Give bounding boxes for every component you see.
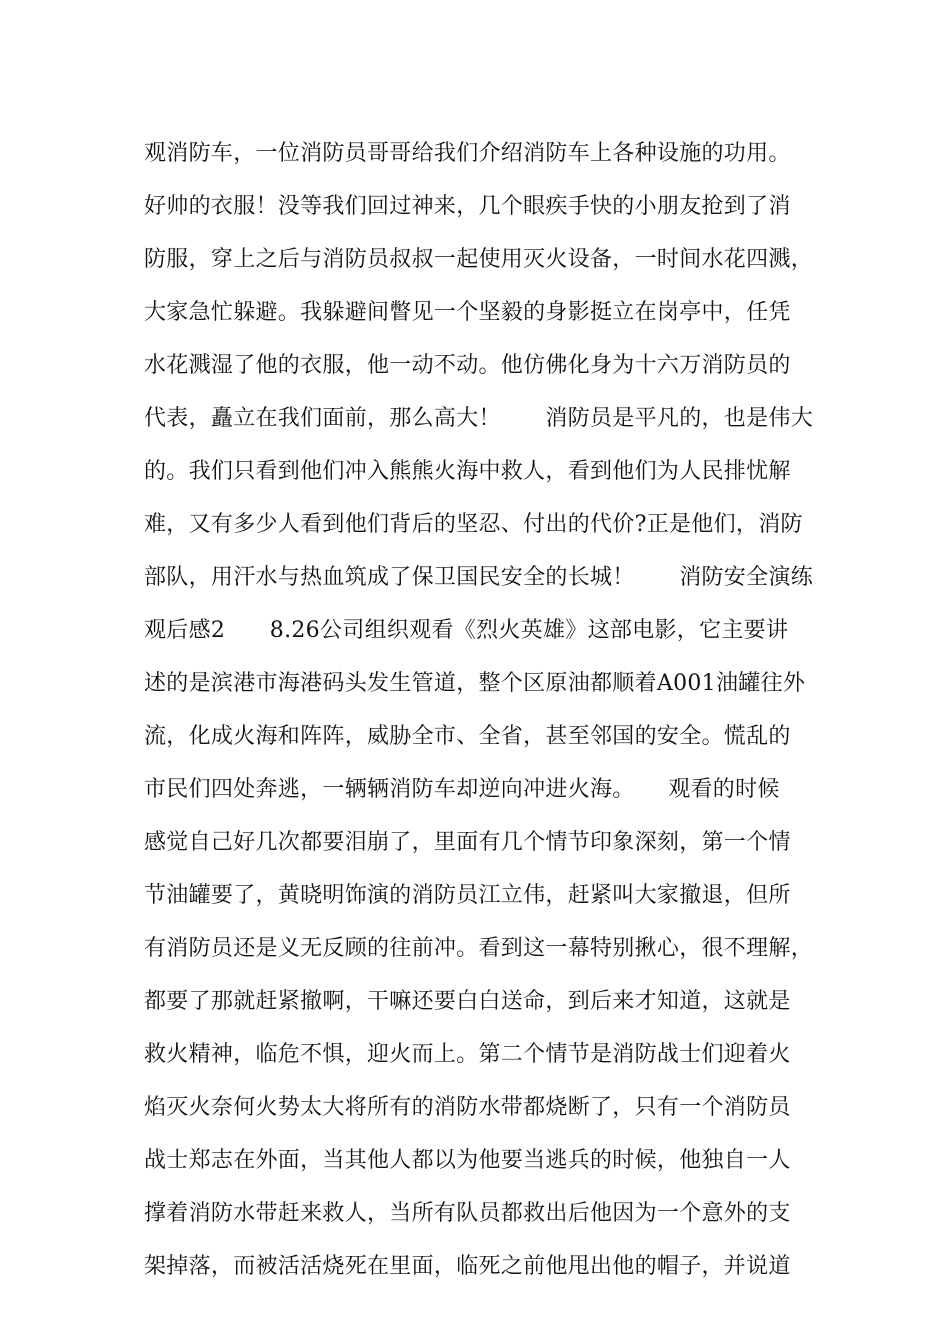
text-line: 观消防车，一位消防员哥哥给我们介绍消防车上各种设施的功用。 (144, 141, 791, 166)
text-line: 的。我们只看到他们冲入熊熊火海中救人，看到他们为人民排忧解 (144, 459, 791, 484)
text-line: 撑着消防水带赶来救人，当所有队员都救出后他因为一个意外的支 (144, 1201, 791, 1226)
text-line: 好帅的衣服！没等我们回过神来，几个眼疾手快的小朋友抢到了消 (144, 194, 791, 219)
text-line: 战士郑志在外面，当其他人都以为他要当逃兵的时候，他独自一人 (144, 1148, 791, 1173)
text-line: 市民们四处奔逃，一辆辆消防车却逆向冲进火海。 观看的时候 (144, 777, 780, 802)
text-line: 述的是滨港市海港码头发生管道，整个区原油都顺着A001油罐往外 (144, 671, 806, 696)
body-text (144, 127, 824, 1293)
text-line: 架掉落，而被活活烧死在里面，临死之前他甩出他的帽子，并说道 (144, 1254, 791, 1279)
text-line: 防服，穿上之后与消防员叔叔一起使用灭火设备，一时间水花四溅， (144, 247, 814, 272)
text-line: 观后感2 8.26公司组织观看《烈火英雄》这部电影，它主要讲 (144, 618, 789, 643)
text-line: 代表，矗立在我们面前，那么高大！ 消防员是平凡的，也是伟大 (144, 406, 814, 431)
text-line: 节油罐要了，黄晓明饰演的消防员江立伟，赶紧叫大家撤退，但所 (144, 883, 791, 908)
text-line: 大家急忙躲避。我躲避间瞥见一个坚毅的身影挺立在岗亭中，任凭 (144, 300, 791, 325)
text-line: 有消防员还是义无反顾的往前冲。看到这一幕特别揪心，很不理解， (144, 936, 814, 961)
text-line: 部队，用汗水与热血筑成了保卫国民安全的长城！ 消防安全演练 (144, 565, 814, 590)
text-line: 难，又有多少人看到他们背后的坚忍、付出的代价?正是他们，消防 (144, 512, 803, 537)
text-line: 都要了那就赶紧撤啊，干嘛还要白白送命，到后来才知道，这就是 (144, 989, 791, 1014)
text-line: 救火精神，临危不惧，迎火而上。第二个情节是消防战士们迎着火 (144, 1042, 791, 1067)
text-line: 水花溅湿了他的衣服，他一动不动。他仿佛化身为十六万消防员的 (144, 353, 791, 378)
text-line: 感觉自己好几次都要泪崩了，里面有几个情节印象深刻，第一个情 (144, 830, 791, 855)
text-line: 流，化成火海和阵阵，威胁全市、全省，甚至邻国的安全。慌乱的 (144, 724, 791, 749)
text-line: 焰灭火奈何火势太大将所有的消防水带都烧断了，只有一个消防员 (144, 1095, 791, 1120)
